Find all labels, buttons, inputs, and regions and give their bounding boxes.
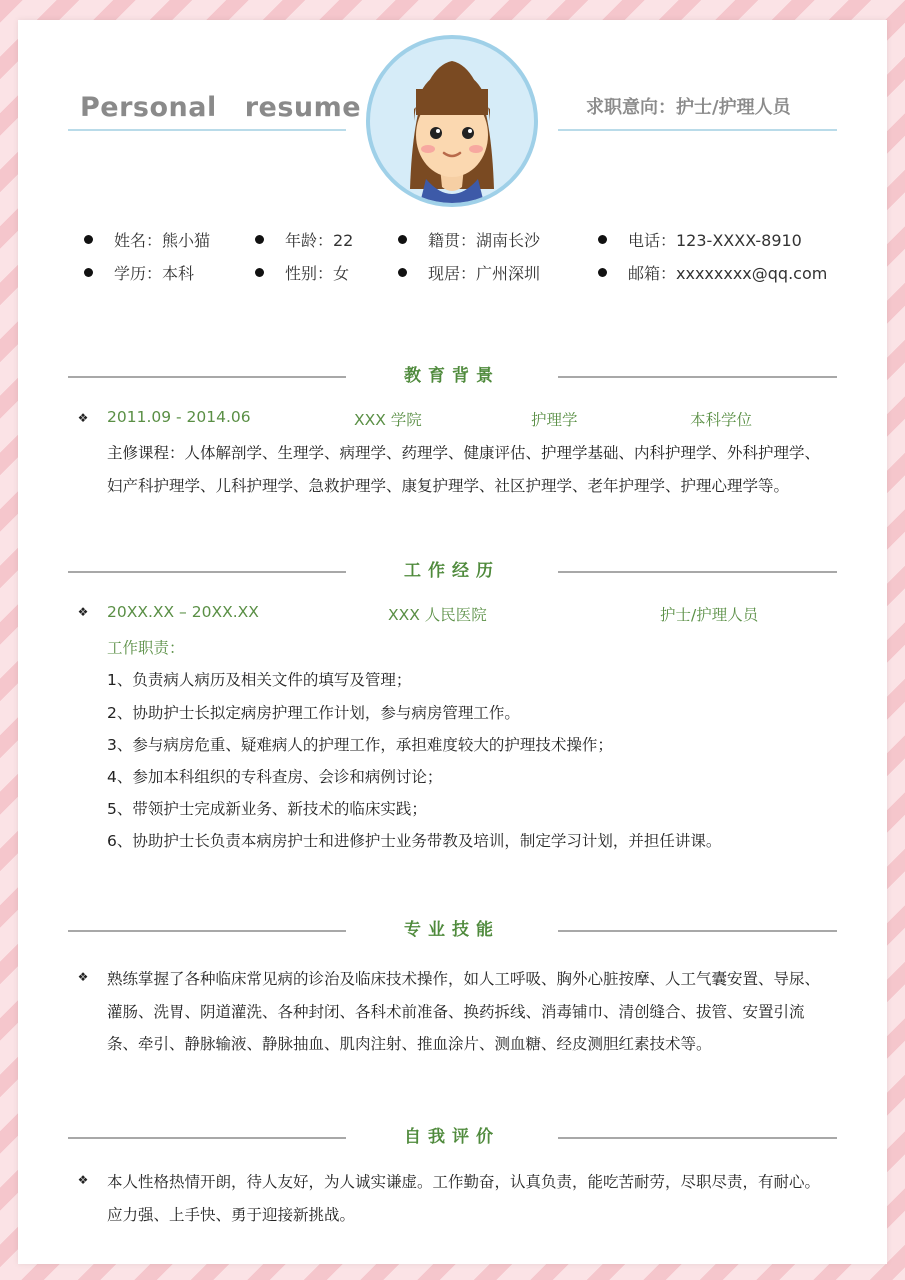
resume-title [80,92,361,123]
diamond-bullet-icon: ❖ [77,1173,89,1187]
info-age: 年龄：22 [255,228,353,251]
work-duty-item: 3、参与病房危重、疑难病人的护理工作，承担难度较大的护理技术操作； [107,736,613,754]
section-title-education: 教育背景 [404,366,500,386]
bullet-icon [255,268,264,277]
work-company: XXX 人民医院 [388,606,487,624]
work-duty-item: 6、协助护士长负责本病房护士和进修护士业务带教及培训，制定学习计划，并担任讲课。 [107,832,722,850]
section-title-work: 工作经历 [404,561,500,581]
work-duty-item: 2、协助护士长拟定病房护理工作计划，参与病房管理工作。 [107,704,520,722]
section-line-left [68,376,346,378]
bullet-icon [398,268,407,277]
info-email: 邮箱：xxxxxxxx@qq.com [598,261,827,284]
section-line-left [68,571,346,573]
title-word-resume: resume [244,92,362,123]
section-title-skills: 专业技能 [404,920,500,940]
section-line-right [558,1137,837,1139]
section-line-left [68,1137,346,1139]
info-gender: 性别：女 [255,261,349,284]
girl-avatar-icon [366,35,538,207]
title-word-personal: Personal [80,92,217,123]
job-intention: 求职意向：护士/护理人员 [586,97,791,118]
header-line-left [68,129,346,131]
work-duties-label: 工作职责： [107,639,185,657]
education-period: 2011.09 - 2014.06 [107,408,251,426]
skills-line: 熟练掌握了各种临床常见病的诊治及临床技术操作，如人工呼吸、胸外心脏按摩、人工气囊安置、导尿、 [107,970,821,988]
diamond-bullet-icon: ❖ [77,970,89,984]
info-name: 姓名：熊小猫 [84,228,210,251]
bullet-icon [598,268,607,277]
bullet-icon [255,235,264,244]
diamond-bullet-icon: ❖ [77,411,89,425]
work-position: 护士/护理人员 [660,606,759,624]
work-duty-item: 1、负责病人病历及相关文件的填写及管理； [107,671,412,689]
skills-line: 灌肠、洗胃、阴道灌洗、各种封闭、各科术前准备、换药拆线、消毒铺巾、清创缝合、拔管、安置引流 [107,1003,805,1021]
section-line-left [68,930,346,932]
education-courses-line: 妇产科护理学、儿科护理学、急救护理学、康复护理学、社区护理学、老年护理学、护理心理学等。 [107,477,790,495]
section-line-right [558,571,837,573]
self-eval-line: 应力强、上手快、勇于迎接新挑战。 [107,1206,356,1224]
education-courses-line: 主修课程：人体解剖学、生理学、病理学、药理学、健康评估、护理学基础、内科护理学、外科护理学、 [107,444,821,462]
bullet-icon [84,235,93,244]
education-school: XXX 学院 [354,411,422,429]
skills-line: 条、牵引、静脉输液、静脉抽血、肌肉注射、推血涂片、测血糖、经皮测胆红素技术等。 [107,1035,712,1053]
bullet-icon [84,268,93,277]
self-eval-line: 本人性格热情开朗，待人友好，为人诚实谦虚。工作勤奋，认真负责，能吃苦耐劳，尽职尽责，有耐心。 [107,1173,821,1191]
education-degree: 本科学位 [690,411,753,429]
header-line-right [558,129,837,131]
info-education: 学历：本科 [84,261,194,284]
work-duty-item: 5、带领护士完成新业务、新技术的临床实践； [107,800,427,818]
section-line-right [558,930,837,932]
diamond-bullet-icon: ❖ [77,605,89,619]
info-phone: 电话：123-XXXX-8910 [598,228,802,251]
education-major: 护理学 [531,411,578,429]
work-period: 20XX.XX – 20XX.XX [107,603,259,621]
bullet-icon [398,235,407,244]
work-duty-item: 4、参加本科组织的专科查房、会诊和病例讨论； [107,768,443,786]
section-line-right [558,376,837,378]
bullet-icon [598,235,607,244]
info-residence: 现居：广州深圳 [398,261,540,284]
section-title-self-evaluation: 自我评价 [404,1127,500,1147]
info-native-place: 籍贯：湖南长沙 [398,228,540,251]
